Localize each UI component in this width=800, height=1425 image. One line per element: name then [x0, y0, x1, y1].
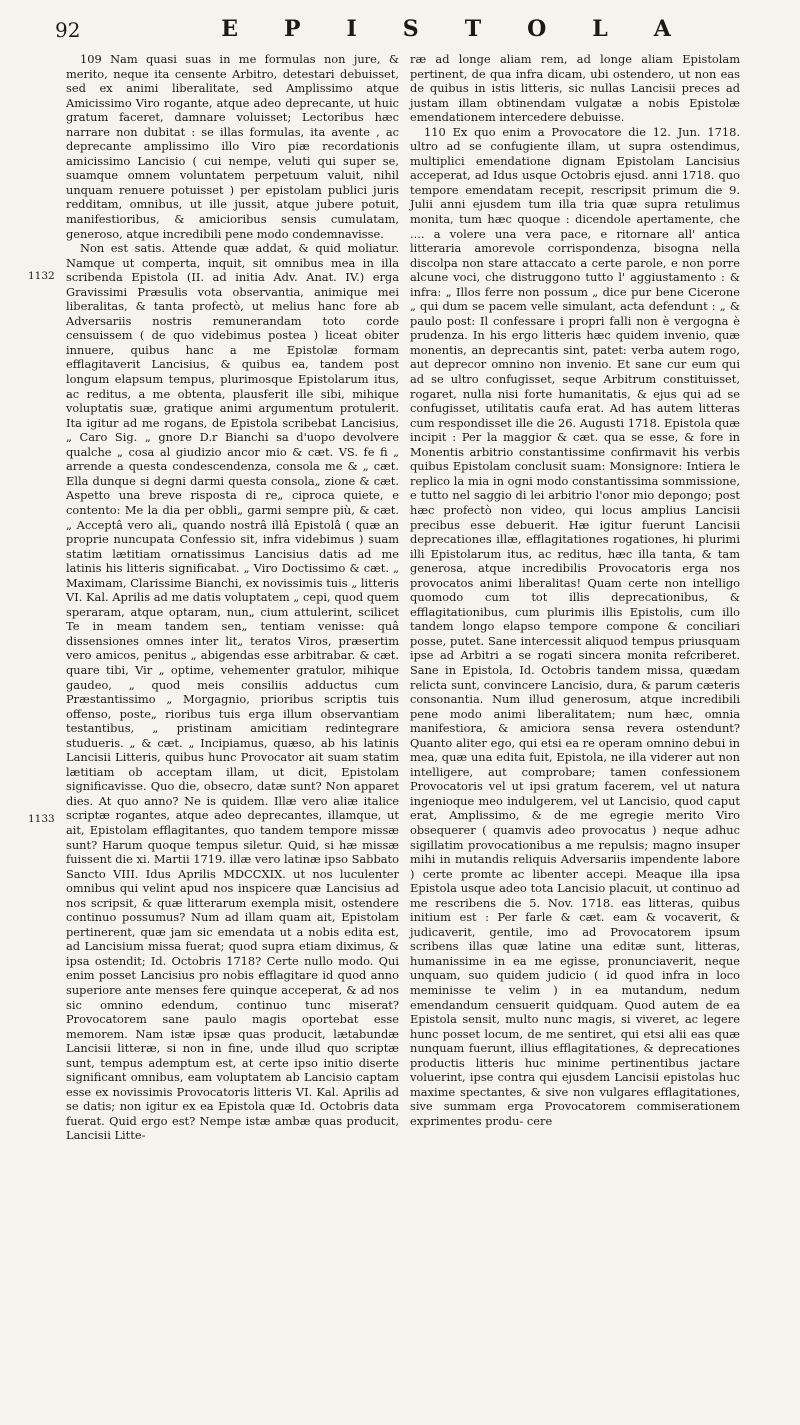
margin-number: 1133 — [28, 813, 55, 825]
left-column — [66, 52, 399, 1143]
right-column — [410, 52, 740, 1128]
paragraph: Non est satis. Attende quæ addat, & quid moliatur. Namque ut comperta, inquit, sit omnibus mea in illa scribenda Epistola (II. ad initia Adv. Anat. IV.) erga Gravissimi Præsulis vota observantia, animique mei liberalitas, & tanta profectò, ut melius hanc fore ab Adversariis nostris remunerandam toto corde censuissem ( de quo videbimus postea ) liceat obiter innuere, quibus hanc a me Epistolæ formam efflagitaverit Lancisius, & quibus ea, tandem post longum elapsum tempus, plurimosque Epistolarum itus, ac reditus, a me obtenta, plausferit ille sibi, mihique voluptatis suæ, gratique animi argumentum protulerit. Ita igitur ad me rogans, de Epistola scribebat Lancisius, „ Caro Sig. „ gnore D.r Bianchi sa d'uopo devolvere qualche „ cosa al giudizio ancor mio & cæt. VS. fe fi „ arrende a questa condescendenza, consola me & „ cæt. Ella dunque si degni darmi questa consola„ zione & cæt. Aspetto una breve risposta di re„ ciproca quiete, e contento: Me la dia per obbli„ garmi sempre più, & cæt. „ Acceptâ vero ali„ quando nostrâ illâ Epistolâ ( quæ an proprie nuncupata Confessio sit, infra videbimus ) suam statim lætitiam ornatissimus Lancisius datis ad me latinis his litteris significabat. „ Viro Doctissimo & cæt. „ Maximam, Clarissime Bianchi, ex novissimis tuis „ litteris VI. Kal. Aprilis ad me datis voluptatem „ cepi, quod quem speraram, atque optaram, nun„ cium attulerint, scilicet Te in meam tandem sen„ tentiam venisse: quâ dissensiones omnes inter lit„ teratos Viros, præsertim vero amicos, penitus „ abigendas esse arbitrabar. & cæt. quare tibi, Vir „ optime, vehementer gratulor, mihique gaudeo, „ quod meis consiliis adductus cum Præstantissimo „ Morgagnio, prioribus scriptis tuis offenso, poste„ rioribus tuis erga illum observantiam testantibus, „ pristinam amicitiam redintegrare studueris. „ & cæt. „ Incipiamus, quæso, ab his latinis Lancisii Litteris, quibus hunc Provocator ait suam statim lætitiam ob acceptam illam, ut dicit, Epistolam significavisse. Quo die, obsecro, datæ sunt? Non apparet dies. At quo anno? Ne is quidem. Illæ vero aliæ italice scriptæ rogantes, atque adeo deprecantes, illamque, ut ait, Epistolam efflagitantes, quo tandem tempore missæ sunt? Harum quoque tempus siletur. Quid, si hæ missæ fuissent die xi. Martii 1719. illæ vero latinæ ipso Sabbato Sancto VIII. Idus Aprilis MDCCXIX. ut nos luculenter omnibus qui velint apud nos inspicere quæ Lancisius ad nos scripsit, & quæ litterarum exempla misit, ostendere continuo possumus? Num ad illam quam ait, Epistolam pertinerent, quæ jam sic emendata ut a nobis edita est, ad Lancisium missa fuerat; quod supra etiam diximus, & ipsa ostendit; Id. Octobris 1718? Certe nullo modo. Qui enim posset Lancisius pro nobis efflagitare id quod anno superiore ante menses fere quinque acceperat, & ad nos sic omnino edendum, continuo tunc miserat? Provocatorem sane paulo magis oportebat esse memorem. Nam istæ ipsæ quas producit, lætabundæ Lancisii litteræ, si non in fine, unde illud quo scriptæ sunt, tempus ademptum est, at certe ipso initio diserte significant omnibus, eam voluptatem ab Lancisio captam esse ex novissimis Provocatoris litteris VI. Kal. Aprilis ad se datis; non igitur ex ea Epistola quæ Id. Octobris data fuerat. Quid ergo est? Nempe istæ ambæ quas producit, Lancisii Litte- — [66, 241, 399, 1143]
paragraph: ræ ad longe aliam rem, ad longe aliam Epistolam pertinent, de qua infra dicam, ubi ostendero, ut non eas de quibus in istis litteris, sic nullas Lancisii preces ad justam illam obtinendam vulgatæ a nobis Epistolæ emendationem intercedere debuisse. — [410, 52, 740, 125]
page-header — [55, 14, 775, 54]
margin-number: 1132 — [28, 270, 55, 282]
paragraph: 110 Ex quo enim a Provocatore die 12. Jun. 1718. ultro ad se confugiente illam, ut supra ostendimus, multiplici emendatione dignam Epistolam Lancisius acceperat, ad Idus usque Octobris ejusd. anni 1718. quo tempore emendatam recepit, rescripsit primum die 9. Julii anni ejusdem tum illa tria quæ supra retulimus monita, tum hæc quoque : dicendole apertamente, che .... a volere una vera pace, e ritornare all' antica litteraria amorevole corrispondenza, bisogna nella discolpa non stare attaccato a certe parole, e non porre alcune voci, che distruggono tutto l' aggiustamento : & infra: „ Illos ferre non possum „ dice pur bene Cicerone „ qui dum se pacem velle simulant, acta defendunt : „ & paulo post: Il confessare i propri falli non è vergogna è prudenza. In his ergo litteris hæc quidem invenio, quæ monentis, an deprecantis sint, patet: verba autem rogo, aut deprecor omnino non invenio. Et sane cur eum qui ad se ultro confugisset, seque Arbitrum constituisset, rogaret, nulla nisi forte humanitatis, & ejus qui ad se confugisset, utilitatis caufa erat. Ad has autem litteras cum respondisset ille die 26. Augusti 1718. Epistola quæ incipit : Per la maggior & cæt. qua se esse, & fore in Monentis arbitrio constantissime confirmavit his verbis quibus Epistolam conclusit suam: Monsignore: Intiera le replico la mia in ogni modo constantissima sommissione, e tutto nel saggio di lei arbitrio l'onor mio depongo; post hæc profectò non video, qui locus amplius Lancisii precibus esse debuerit. Hæ igitur fuerunt Lancisii deprecationes illæ, efflagitationes rogationes, hi plurimi illi Epistolarum itus, ac reditus, hæc illa tanta, & tam generosa, atque incredibilis Provocatoris erga nos provocatos animi liberalitas! Quam certe non intelligo quomodo cum tot illis deprecationibus, & efflagitationibus, cum plurimis illis Epistolis, cum illo tandem longo elapso tempore compone & conciliari posse, putet. Sane intercessit aliquod tempus priusquam ipse ad Arbitri a se rogati sincera monita refcriberet. Sane in Epistola, Id. Octobris tandem missa, quædam relicta sunt, convincere Lancisio, dura, & parum cæteris consonantia. Num illud generosum, atque incredibili pene modo animi liberalitatem; num hæc, omnia manifestiora, & amiciora sensa revera ostendunt? Quanto aliter ego, qui etsi ea re operam omnino debui in mea, quæ una edita fuit, Epistola, ne illa viderer aut non intelligere, aut comprobare; tamen confessionem Provocatoris vel ut ipsi gratum facerem, vel ut natura ingenioque meo indulgerem, vel ut Lancisio, quod caput erat, Amplissimo, & de me egregie merito Viro obsequerer ( quamvis adeo provocatus ) neque adhuc sigillatim provocationibus a me repulsis; magno insuper mihi in mutandis reliquis Adversariis impendente labore ) certe promte ac libenter accepi. Meaque illa ipsa Epistola usque adeo tota Lancisio placuit, ut continuo ad me rescribens die 5. Nov. 1718. eas litteras, quibus initium est : Per farle & cæt. eam & vocaverit, & judicaverit, gentile, imo ad Provocatorem ipsum scribens illas quæ latine una editæ sunt, litteras, humanissime in ea me egisse, pronunciaverit, neque unquam, suo quidem judicio ( id quod infra in loco meminisse te velim ) in ea mutandum, nedum emendandum censuerit quidquam. Quod autem de ea Epistola sensit, multo nunc magis, si viveret, ac legere hunc posset locum, de me sentiret, qui etsi alii eas quæ nunquam fuerunt, illius efflagitationes, & deprecationes productis litteris huc minime pertinentibus jactare voluerint, ipse contra qui ejusdem Lancisii epistolas huc maxime spectantes, & sive non vulgares efflagitationes, sive summam erga Provocatorem commiserationem exprimentes produ- cere — [410, 124, 740, 1128]
page-number: 92 — [55, 18, 81, 42]
paragraph: 109 Nam quasi suas in me formulas non jure, & merito, neque ita censente Arbitro, detestari debuisset, sed ex animi liberalitate, sed Amplissimo atque Amicissimo Viro rogante, atque adeo deprecante, ut huic gratum faceret, damnare voluisset; Lectoribus hæc narrare non dubitat : se illas formulas, ita avente , ac deprecante amplissimo illo Viro piæ recordationis amicissimo Lancisio ( cui nempe, veluti qui super se, suamque omnem voluntatem perpetuum valuit, nihil unquam renuere potuisset ) per epistolam publici juris redditam, omnibus, ut ille jussit, atque jubere potuit, manifestioribus, & amicioribus sensis cumulatam, generoso, atque incredibili pene modo condemnavisse. — [66, 52, 399, 241]
running-head: EPISTOLA — [221, 16, 717, 42]
